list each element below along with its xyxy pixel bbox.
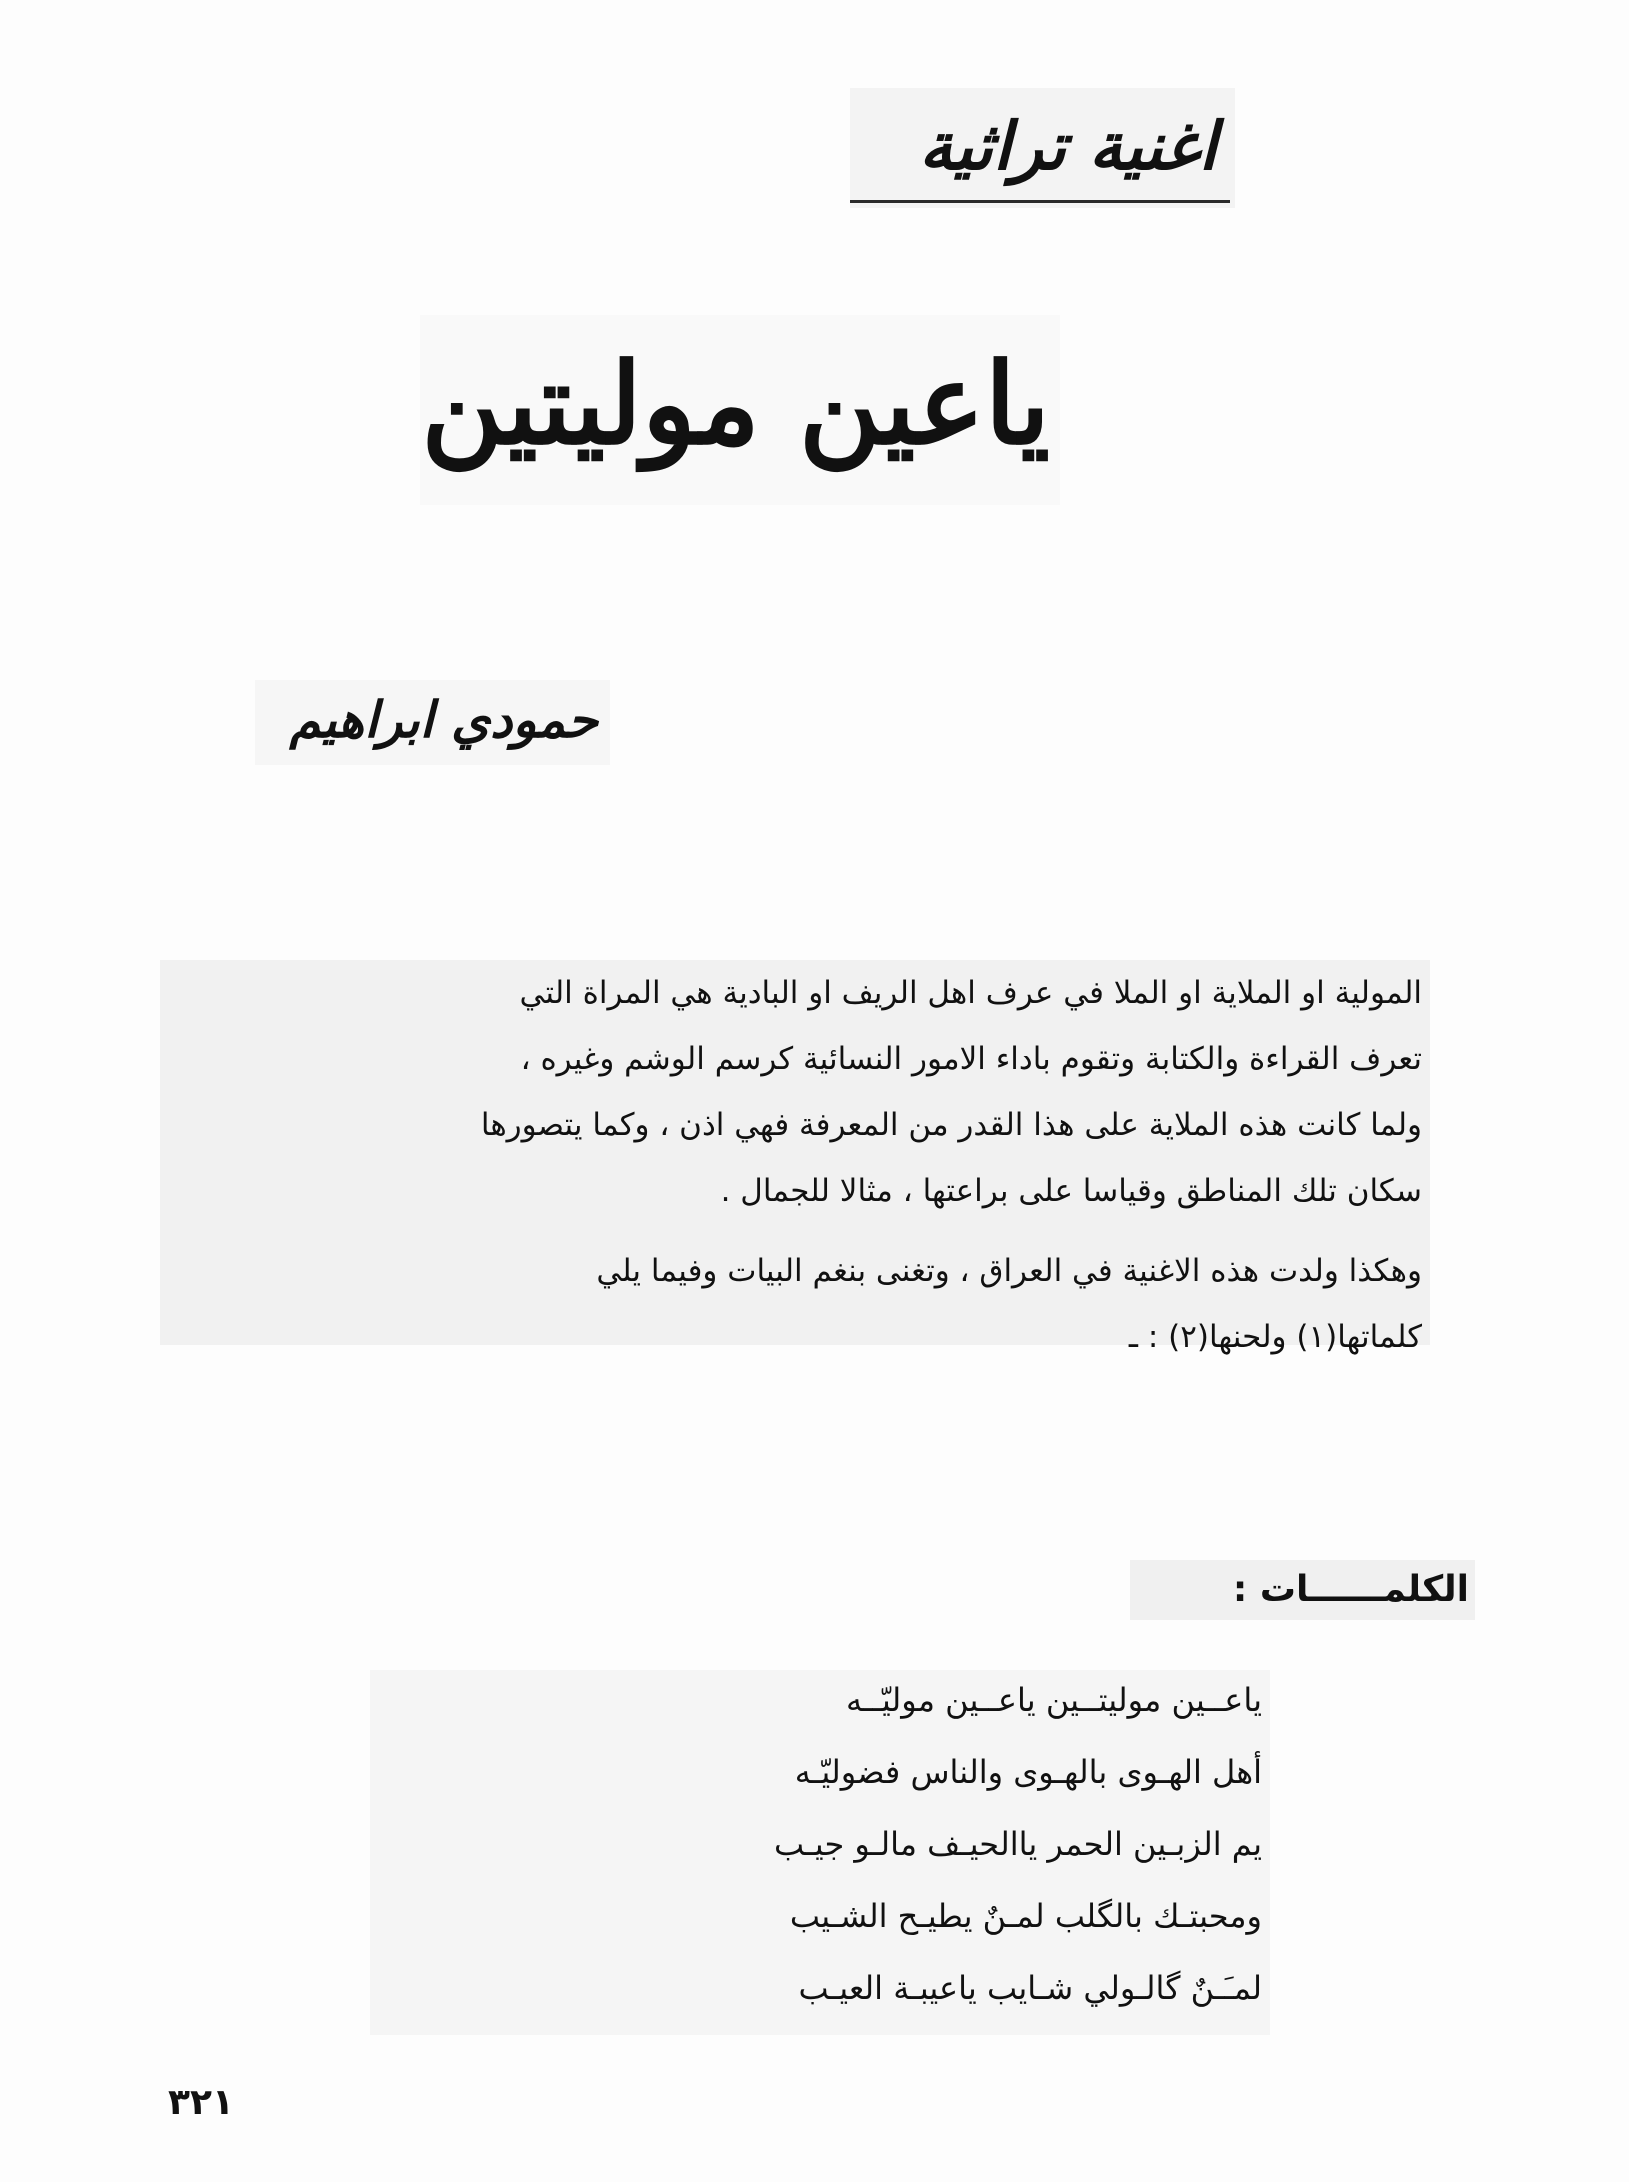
intro-paragraph-2: [596, 1238, 1422, 1370]
intro-line: المولية او الملاية او الملا في عرف اهل الريف او البادية هي المراة التي: [519, 975, 1422, 1011]
verse-line: يم الزبـين الحمر ياالحيـف مالـو جيـب: [774, 1825, 1262, 1863]
lyrics-verses: [370, 1670, 1270, 2035]
header-divider: [850, 200, 1230, 203]
series-label: [850, 88, 1235, 208]
author-name: [255, 680, 610, 765]
verse-line: ومحبتـك بالگلب لمـنٌ يطيـح الشـيب: [789, 1897, 1262, 1935]
series-label-text: اغنية تراثية: [919, 107, 1217, 185]
verse-line: لمـَـنٌ گالـولي شـايب ياعيبـة العيـب: [798, 1969, 1262, 2007]
intro-text: [160, 960, 1430, 1355]
intro-line: سكان تلك المناطق وقياسا على براعتها ، مثالا للجمال .: [720, 1173, 1422, 1209]
intro-line: تعرف القراءة والكتابة وتقوم باداء الامور النسائية كرسم الوشم وغيره ،: [520, 1041, 1422, 1077]
verse-line: أهل الهـوى بالهـوى والناس فضوليّـه: [794, 1753, 1262, 1791]
intro-line: كلماتها(١) ولحنها(٢) : ـ: [1128, 1319, 1422, 1355]
lyrics-heading-text: الكلمــــــات :: [1232, 1569, 1469, 1610]
verse-line: ياعــين موليتــين ياعــين موليّــه: [845, 1681, 1262, 1719]
intro-paragraph-1: [481, 960, 1422, 1224]
page-number: ٣٢١: [168, 2082, 234, 2123]
intro-line: وهكذا ولدت هذه الاغنية في العراق ، وتغنى بنغم البيات وفيما يلي: [596, 1253, 1422, 1289]
author-name-text: حمودي ابراهيم: [289, 690, 598, 749]
intro-line: ولما كانت هذه الملاية على هذا القدر من المعرفة فهي اذن ، وكما يتصورها: [480, 1107, 1422, 1143]
lyrics-heading: [1130, 1560, 1475, 1620]
song-title: [420, 315, 1060, 505]
song-title-text: ياعين موليتين: [421, 339, 1050, 470]
